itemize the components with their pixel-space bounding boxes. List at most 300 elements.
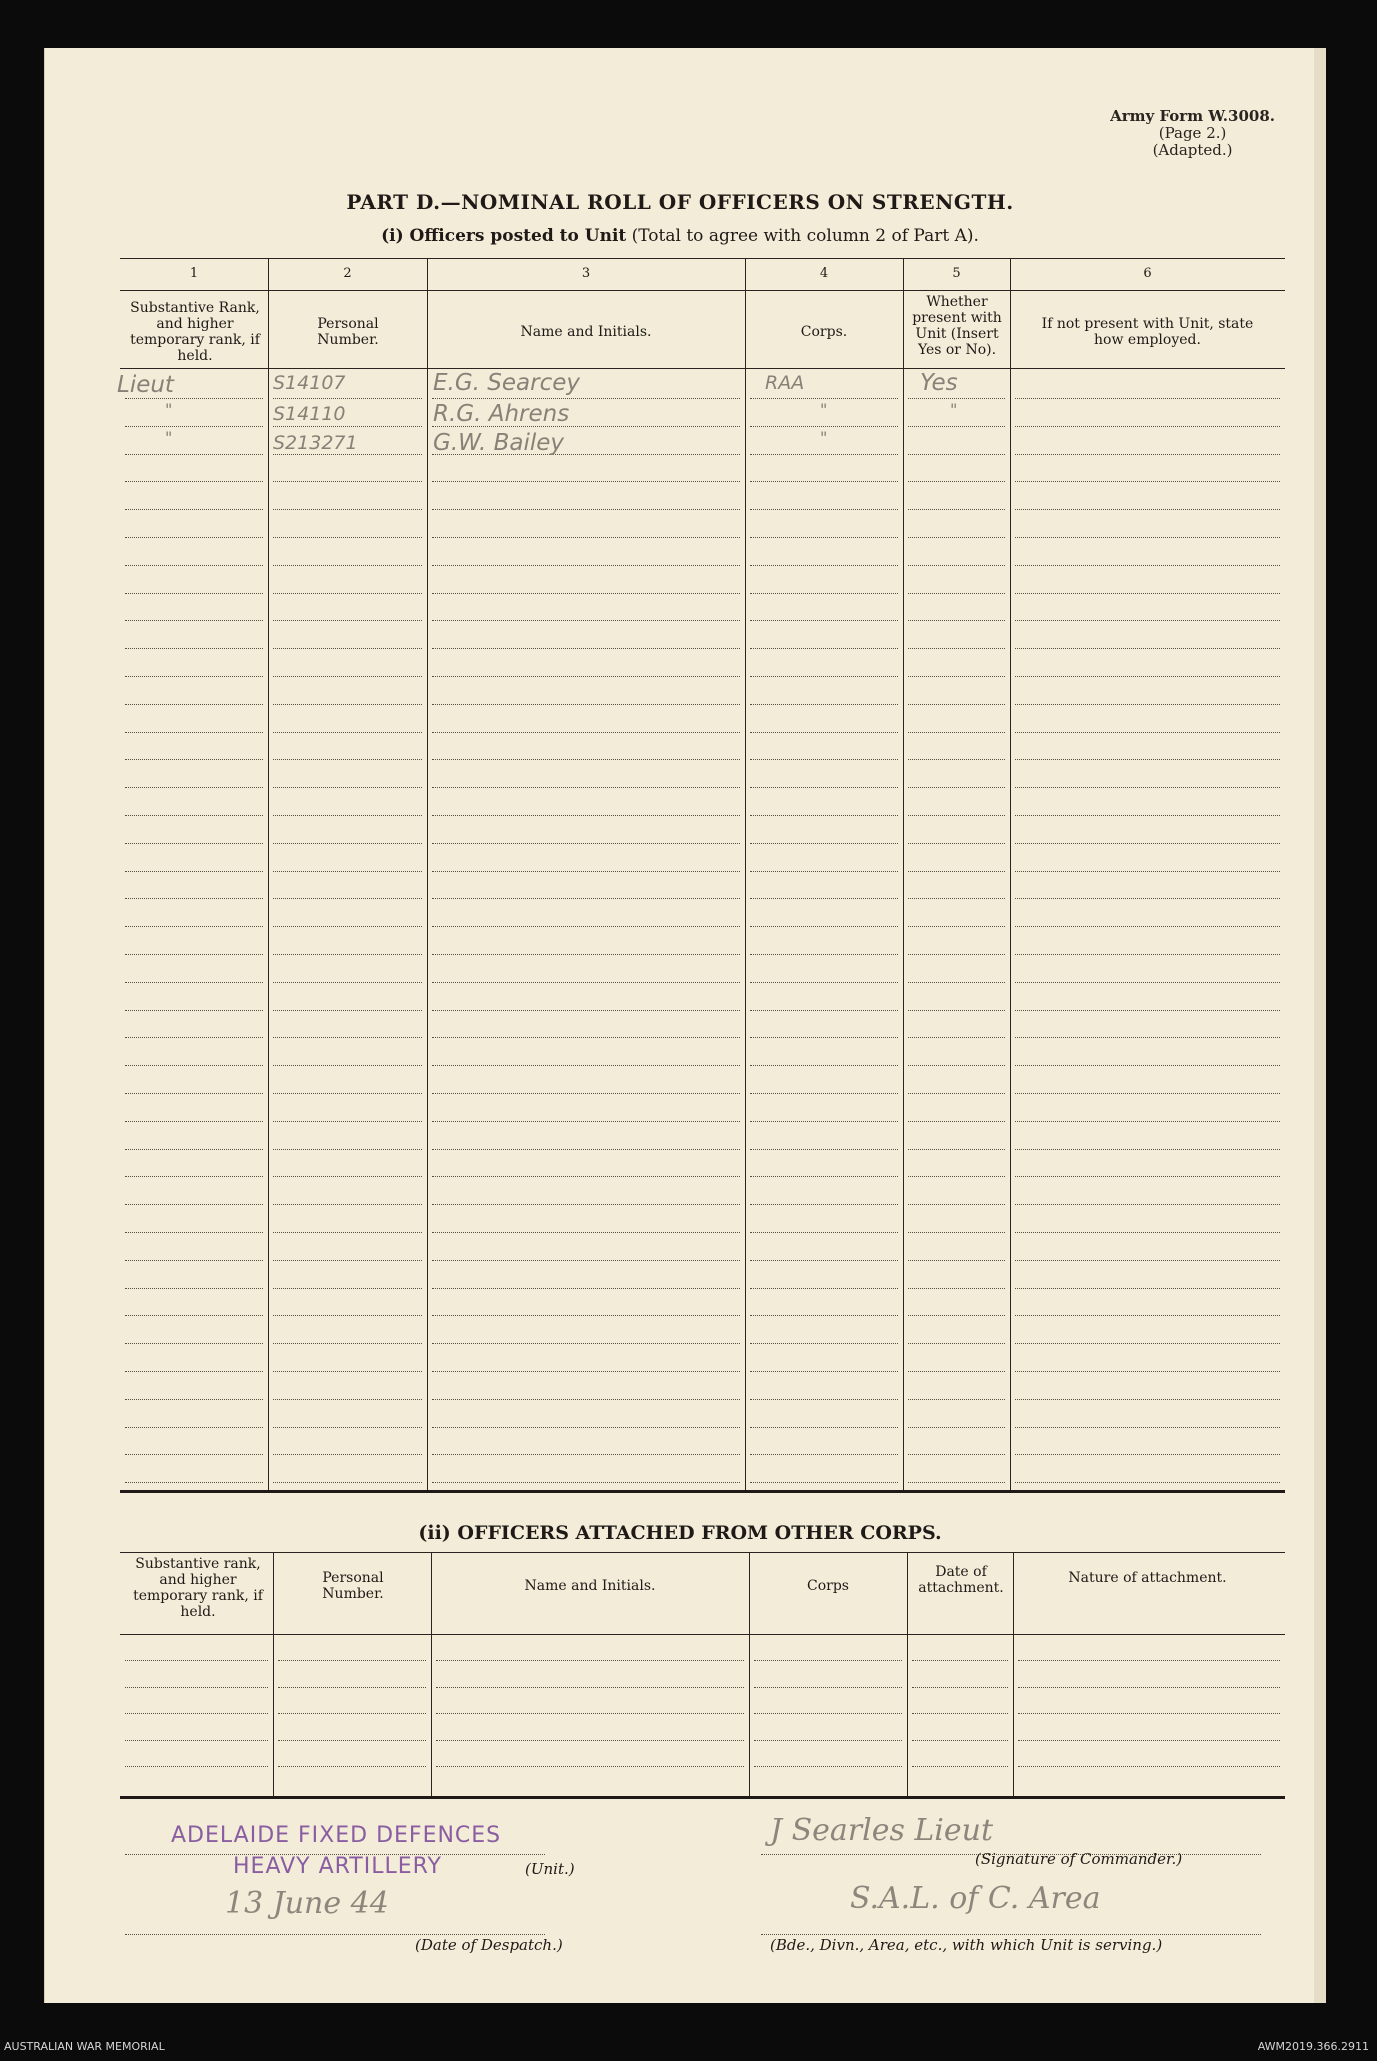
ruled-line bbox=[125, 1093, 263, 1094]
ruled-line bbox=[125, 454, 263, 455]
ruled-line bbox=[908, 1065, 1005, 1066]
ruled-line bbox=[125, 1204, 263, 1205]
ruled-line bbox=[750, 898, 898, 899]
ruled-line bbox=[273, 398, 422, 399]
subtitle-bold: (i) Officers posted to Unit bbox=[381, 226, 627, 246]
ruled-line bbox=[125, 926, 263, 927]
ruled-line bbox=[432, 1149, 740, 1150]
form-note: (Adapted.) bbox=[1152, 141, 1233, 159]
ruled-line bbox=[432, 1037, 740, 1038]
attached-header-name: Name and Initials. bbox=[524, 1578, 656, 1594]
ruled-line bbox=[1015, 954, 1280, 955]
ruled-line bbox=[908, 398, 1005, 399]
ruled-line bbox=[1015, 704, 1280, 705]
ruled-line bbox=[273, 1482, 422, 1483]
ruled-line bbox=[432, 843, 740, 844]
ruled-line bbox=[1018, 1766, 1280, 1767]
ruled-line bbox=[436, 1687, 744, 1688]
entry-corps: RAA bbox=[765, 372, 805, 394]
archive-id: AWM2019.366.2911 bbox=[1257, 2040, 1369, 2053]
part-d-title: PART D.—NOMINAL ROLL OF OFFICERS ON STRENGTH. bbox=[346, 190, 1014, 214]
ruled-line bbox=[125, 1343, 263, 1344]
ruled-line bbox=[273, 759, 422, 760]
ruled-line bbox=[750, 1482, 898, 1483]
ruled-line bbox=[432, 1065, 740, 1066]
ruled-line bbox=[125, 1176, 263, 1177]
ruled-line bbox=[908, 1176, 1005, 1177]
entry-name: G.W. Bailey bbox=[433, 430, 565, 456]
ruled-line bbox=[125, 620, 263, 621]
ruled-line bbox=[908, 843, 1005, 844]
ruled-line bbox=[273, 620, 422, 621]
ruled-line bbox=[1015, 1427, 1280, 1428]
ruled-line bbox=[754, 1660, 902, 1661]
form-name: Army Form W.3008. bbox=[1110, 107, 1275, 125]
ruled-line bbox=[432, 787, 740, 788]
ruled-line bbox=[432, 1482, 740, 1483]
ruled-line bbox=[750, 1037, 898, 1038]
ruled-line bbox=[754, 1766, 902, 1767]
ruled-line bbox=[750, 537, 898, 538]
ruled-line bbox=[750, 398, 898, 399]
ruled-line bbox=[1015, 1482, 1280, 1483]
header-employed: If not present with Unit, state how employed. bbox=[1041, 316, 1254, 348]
ruled-line bbox=[432, 732, 740, 733]
signature-value: J Searles Lieut bbox=[770, 1813, 994, 1848]
ruled-line bbox=[273, 1427, 422, 1428]
ruled-line bbox=[432, 1176, 740, 1177]
ruled-line bbox=[1015, 565, 1280, 566]
ruled-line bbox=[912, 1740, 1008, 1741]
ruled-line bbox=[908, 1232, 1005, 1233]
ruled-line bbox=[125, 982, 263, 983]
ruled-line bbox=[1015, 648, 1280, 649]
col-number-6: 6 bbox=[1143, 266, 1152, 281]
ruled-line bbox=[273, 1260, 422, 1261]
ruled-line bbox=[750, 426, 898, 427]
ruled-line bbox=[908, 1343, 1005, 1344]
attached-header-rank: Substantive rank, and higher temporary rank, if held. bbox=[133, 1556, 263, 1620]
ruled-line bbox=[125, 537, 263, 538]
date-value: 13 June 44 bbox=[225, 1886, 389, 1921]
ruled-line bbox=[908, 732, 1005, 733]
ruled-line bbox=[908, 1037, 1005, 1038]
ruled-line bbox=[273, 871, 422, 872]
ruled-line bbox=[912, 1687, 1008, 1688]
ruled-line bbox=[432, 898, 740, 899]
ruled-line bbox=[1015, 1121, 1280, 1122]
subtitle-rest: (Total to agree with column 2 of Part A). bbox=[626, 226, 979, 246]
ruled-line bbox=[912, 1713, 1008, 1714]
entry-number: S14107 bbox=[273, 372, 346, 394]
ruled-line bbox=[1015, 1010, 1280, 1011]
ruled-line bbox=[125, 1149, 263, 1150]
ruled-line bbox=[1018, 1740, 1280, 1741]
ruled-line bbox=[750, 1427, 898, 1428]
ruled-line bbox=[278, 1687, 426, 1688]
header-personal-number: Personal Number. bbox=[317, 316, 379, 348]
ruled-line bbox=[1015, 676, 1280, 677]
ruled-line bbox=[908, 1093, 1005, 1094]
ruled-line bbox=[432, 954, 740, 955]
ruled-line bbox=[125, 787, 263, 788]
area-value: S.A.L. of C. Area bbox=[850, 1881, 1101, 1916]
ruled-line bbox=[273, 1343, 422, 1344]
form-page-number: (Page 2.) bbox=[1158, 124, 1227, 142]
ruled-line bbox=[750, 1454, 898, 1455]
ruled-line bbox=[273, 815, 422, 816]
ruled-line bbox=[432, 1454, 740, 1455]
ruled-line bbox=[908, 1371, 1005, 1372]
ruled-line bbox=[432, 759, 740, 760]
ruled-line bbox=[750, 593, 898, 594]
entry-corps: " bbox=[820, 428, 828, 447]
ruled-line bbox=[908, 898, 1005, 899]
ruled-line bbox=[908, 926, 1005, 927]
entry-name: E.G. Searcey bbox=[433, 370, 580, 396]
ruled-line bbox=[750, 1288, 898, 1289]
ruled-line bbox=[750, 1371, 898, 1372]
entry-name: R.G. Ahrens bbox=[433, 401, 570, 427]
ruled-line bbox=[125, 593, 263, 594]
ruled-line bbox=[912, 1766, 1008, 1767]
ruled-line bbox=[908, 565, 1005, 566]
ruled-line bbox=[1015, 1399, 1280, 1400]
ruled-line bbox=[750, 982, 898, 983]
ruled-line bbox=[432, 1427, 740, 1428]
ruled-line bbox=[432, 871, 740, 872]
ruled-line bbox=[750, 1315, 898, 1316]
ruled-line bbox=[750, 1065, 898, 1066]
ruled-line bbox=[908, 1482, 1005, 1483]
ruled-line bbox=[1018, 1660, 1280, 1661]
ruled-line bbox=[278, 1740, 426, 1741]
ruled-line bbox=[273, 1371, 422, 1372]
ruled-line bbox=[754, 1713, 902, 1714]
ruled-line bbox=[750, 1343, 898, 1344]
ruled-line bbox=[908, 620, 1005, 621]
ruled-line bbox=[750, 704, 898, 705]
ruled-line bbox=[750, 1260, 898, 1261]
ruled-line bbox=[432, 1204, 740, 1205]
ruled-line bbox=[432, 676, 740, 677]
ruled-line bbox=[273, 565, 422, 566]
ruled-line bbox=[432, 1121, 740, 1122]
col-number-4: 4 bbox=[819, 266, 829, 281]
entry-present: " bbox=[950, 400, 958, 419]
attached-header-date: Date of attachment. bbox=[918, 1564, 1004, 1596]
ruled-line bbox=[125, 1010, 263, 1011]
ruled-line bbox=[125, 1121, 263, 1122]
ruled-line bbox=[432, 593, 740, 594]
ruled-line bbox=[432, 982, 740, 983]
ruled-line bbox=[1015, 1454, 1280, 1455]
unit-label: (Unit.) bbox=[525, 1860, 575, 1878]
ruled-line bbox=[750, 454, 898, 455]
ruled-line bbox=[1015, 1260, 1280, 1261]
ruled-line bbox=[273, 1288, 422, 1289]
ruled-line bbox=[908, 1260, 1005, 1261]
ruled-line bbox=[273, 509, 422, 510]
ruled-line bbox=[432, 704, 740, 705]
paper-edge bbox=[1314, 48, 1326, 2003]
ruled-line bbox=[1015, 1371, 1280, 1372]
area-label: (Bde., Divn., Area, etc., with which Unit is serving.) bbox=[770, 1936, 1163, 1954]
ruled-line bbox=[273, 954, 422, 955]
ruled-line bbox=[273, 537, 422, 538]
ruled-line bbox=[1015, 982, 1280, 983]
ruled-line bbox=[1015, 1176, 1280, 1177]
ruled-line bbox=[125, 509, 263, 510]
ruled-line bbox=[432, 398, 740, 399]
ruled-line bbox=[125, 871, 263, 872]
ruled-line bbox=[432, 815, 740, 816]
ruled-line bbox=[273, 1232, 422, 1233]
part-ii-title: (ii) OFFICERS ATTACHED FROM OTHER CORPS. bbox=[418, 1522, 942, 1544]
ruled-line bbox=[908, 1399, 1005, 1400]
ruled-line bbox=[908, 954, 1005, 955]
date-label: (Date of Despatch.) bbox=[415, 1936, 563, 1954]
ruled-line bbox=[125, 1454, 263, 1455]
ruled-line bbox=[750, 676, 898, 677]
ruled-line bbox=[908, 787, 1005, 788]
ruled-line bbox=[750, 509, 898, 510]
ruled-line bbox=[273, 1037, 422, 1038]
ruled-line bbox=[908, 509, 1005, 510]
ruled-line bbox=[1015, 815, 1280, 816]
ruled-line bbox=[432, 1371, 740, 1372]
ruled-line bbox=[432, 648, 740, 649]
ruled-line bbox=[432, 1232, 740, 1233]
ruled-line bbox=[273, 1315, 422, 1316]
ruled-line bbox=[750, 1093, 898, 1094]
attached-header-nature: Nature of attachment. bbox=[1068, 1570, 1227, 1586]
ruled-line bbox=[750, 481, 898, 482]
ruled-line bbox=[754, 1740, 902, 1741]
ruled-line bbox=[125, 1660, 268, 1661]
ruled-line bbox=[125, 843, 263, 844]
ruled-line bbox=[908, 1204, 1005, 1205]
ruled-line bbox=[273, 898, 422, 899]
ruled-line bbox=[908, 704, 1005, 705]
unit-stamp-line-1: ADELAIDE FIXED DEFENCES bbox=[171, 1823, 502, 1848]
ruled-line bbox=[432, 1093, 740, 1094]
ruled-line bbox=[125, 1687, 268, 1688]
ruled-line bbox=[125, 704, 263, 705]
ruled-line bbox=[125, 676, 263, 677]
ruled-line bbox=[125, 398, 263, 399]
ruled-line bbox=[1015, 1037, 1280, 1038]
ruled-line bbox=[273, 648, 422, 649]
archive-credit: AUSTRALIAN WAR MEMORIAL bbox=[4, 2040, 165, 2053]
ruled-line bbox=[273, 426, 422, 427]
col-number-3: 3 bbox=[581, 266, 591, 281]
ruled-line bbox=[908, 871, 1005, 872]
ruled-line bbox=[273, 1149, 422, 1150]
ruled-line bbox=[432, 481, 740, 482]
ruled-line bbox=[1015, 454, 1280, 455]
ruled-line bbox=[750, 787, 898, 788]
ruled-line bbox=[432, 620, 740, 621]
ruled-line bbox=[1015, 509, 1280, 510]
ruled-line bbox=[273, 676, 422, 677]
ruled-line bbox=[125, 1482, 263, 1483]
ruled-line bbox=[750, 1399, 898, 1400]
col-number-1: 1 bbox=[189, 266, 199, 281]
ruled-line bbox=[750, 620, 898, 621]
attached-header-corps: Corps bbox=[807, 1578, 849, 1594]
ruled-line bbox=[436, 1660, 744, 1661]
ruled-line bbox=[1015, 1232, 1280, 1233]
ruled-line bbox=[125, 481, 263, 482]
ruled-line bbox=[908, 1315, 1005, 1316]
ruled-line bbox=[1015, 426, 1280, 427]
ruled-line bbox=[908, 1010, 1005, 1011]
ruled-line bbox=[273, 843, 422, 844]
ruled-line bbox=[908, 1427, 1005, 1428]
ruled-line bbox=[750, 1149, 898, 1150]
ruled-line bbox=[1018, 1687, 1280, 1688]
ruled-line bbox=[908, 759, 1005, 760]
ruled-line bbox=[432, 537, 740, 538]
ruled-line bbox=[908, 481, 1005, 482]
ruled-line bbox=[1015, 620, 1280, 621]
ruled-line bbox=[125, 1065, 263, 1066]
ruled-line bbox=[1015, 1343, 1280, 1344]
ruled-line bbox=[278, 1713, 426, 1714]
col-number-5: 5 bbox=[952, 266, 961, 281]
ruled-line bbox=[750, 1010, 898, 1011]
ruled-line bbox=[750, 926, 898, 927]
ruled-line bbox=[273, 1121, 422, 1122]
ruled-line bbox=[908, 537, 1005, 538]
ruled-line bbox=[432, 509, 740, 510]
ruled-line bbox=[432, 926, 740, 927]
ruled-line bbox=[125, 815, 263, 816]
ruled-line bbox=[436, 1766, 744, 1767]
ruled-line bbox=[125, 1399, 263, 1400]
ruled-line bbox=[125, 565, 263, 566]
ruled-line bbox=[273, 1176, 422, 1177]
entry-rank: " bbox=[165, 428, 173, 447]
ruled-line bbox=[273, 1454, 422, 1455]
header-present: Whether present with Unit (Insert Yes or No). bbox=[912, 294, 1002, 358]
ruled-line bbox=[273, 1093, 422, 1094]
ruled-line bbox=[1015, 537, 1280, 538]
ruled-line bbox=[1015, 1149, 1280, 1150]
unit-stamp-line-2: HEAVY ARTILLERY bbox=[233, 1854, 442, 1879]
ruled-line bbox=[1018, 1713, 1280, 1714]
entry-corps: " bbox=[820, 400, 828, 419]
ruled-line bbox=[750, 565, 898, 566]
ruled-line bbox=[125, 1232, 263, 1233]
ruled-line bbox=[273, 1065, 422, 1066]
signature-label: (Signature of Commander.) bbox=[975, 1850, 1183, 1868]
entry-rank: Lieut bbox=[117, 372, 174, 398]
ruled-line bbox=[125, 1288, 263, 1289]
ruled-line bbox=[432, 1399, 740, 1400]
ruled-line bbox=[278, 1766, 426, 1767]
ruled-line bbox=[432, 1343, 740, 1344]
form-page bbox=[44, 48, 1315, 2003]
header-rank: Substantive Rank, and higher temporary rank, if held. bbox=[130, 300, 260, 364]
ruled-line bbox=[750, 815, 898, 816]
ruled-line bbox=[750, 732, 898, 733]
ruled-line bbox=[1015, 843, 1280, 844]
ruled-line bbox=[1015, 1204, 1280, 1205]
ruled-line bbox=[432, 1010, 740, 1011]
ruled-line bbox=[125, 1371, 263, 1372]
ruled-line bbox=[125, 1713, 268, 1714]
ruled-line bbox=[273, 926, 422, 927]
ruled-line bbox=[750, 871, 898, 872]
ruled-line bbox=[1015, 1065, 1280, 1066]
ruled-line bbox=[273, 787, 422, 788]
ruled-line bbox=[273, 1010, 422, 1011]
entry-number: S213271 bbox=[273, 432, 358, 454]
ruled-line bbox=[908, 982, 1005, 983]
entry-rank: " bbox=[165, 400, 173, 419]
attached-header-number: Personal Number. bbox=[322, 1570, 384, 1602]
ruled-line bbox=[750, 1204, 898, 1205]
ruled-line bbox=[908, 1149, 1005, 1150]
ruled-line bbox=[432, 1288, 740, 1289]
ruled-line bbox=[908, 1454, 1005, 1455]
entry-present: Yes bbox=[920, 370, 958, 396]
ruled-line bbox=[1015, 1093, 1280, 1094]
ruled-line bbox=[1015, 1315, 1280, 1316]
col-number-2: 2 bbox=[343, 266, 352, 281]
ruled-line bbox=[432, 1315, 740, 1316]
ruled-line bbox=[908, 426, 1005, 427]
ruled-line bbox=[750, 1232, 898, 1233]
ruled-line bbox=[1015, 926, 1280, 927]
ruled-line bbox=[125, 759, 263, 760]
ruled-line bbox=[278, 1660, 426, 1661]
ruled-line bbox=[750, 843, 898, 844]
ruled-line bbox=[1015, 1288, 1280, 1289]
ruled-line bbox=[125, 954, 263, 955]
ruled-line bbox=[125, 1260, 263, 1261]
header-corps: Corps. bbox=[800, 324, 848, 340]
ruled-line bbox=[908, 1121, 1005, 1122]
header-name: Name and Initials. bbox=[520, 324, 652, 340]
ruled-line bbox=[1015, 732, 1280, 733]
ruled-line bbox=[125, 898, 263, 899]
ruled-line bbox=[908, 676, 1005, 677]
ruled-line bbox=[273, 982, 422, 983]
part-d-subtitle bbox=[45, 226, 1315, 246]
ruled-line bbox=[125, 732, 263, 733]
ruled-line bbox=[908, 593, 1005, 594]
ruled-line bbox=[125, 648, 263, 649]
ruled-line bbox=[750, 648, 898, 649]
form-identifier bbox=[1110, 108, 1275, 159]
ruled-line bbox=[1015, 593, 1280, 594]
ruled-line bbox=[125, 426, 263, 427]
ruled-line bbox=[125, 1037, 263, 1038]
ruled-line bbox=[750, 1176, 898, 1177]
ruled-line bbox=[908, 1288, 1005, 1289]
ruled-line bbox=[750, 1121, 898, 1122]
ruled-line bbox=[908, 648, 1005, 649]
ruled-line bbox=[125, 1766, 268, 1767]
ruled-line bbox=[125, 1427, 263, 1428]
ruled-line bbox=[125, 1315, 263, 1316]
ruled-line bbox=[1015, 759, 1280, 760]
ruled-line bbox=[908, 454, 1005, 455]
ruled-line bbox=[754, 1687, 902, 1688]
